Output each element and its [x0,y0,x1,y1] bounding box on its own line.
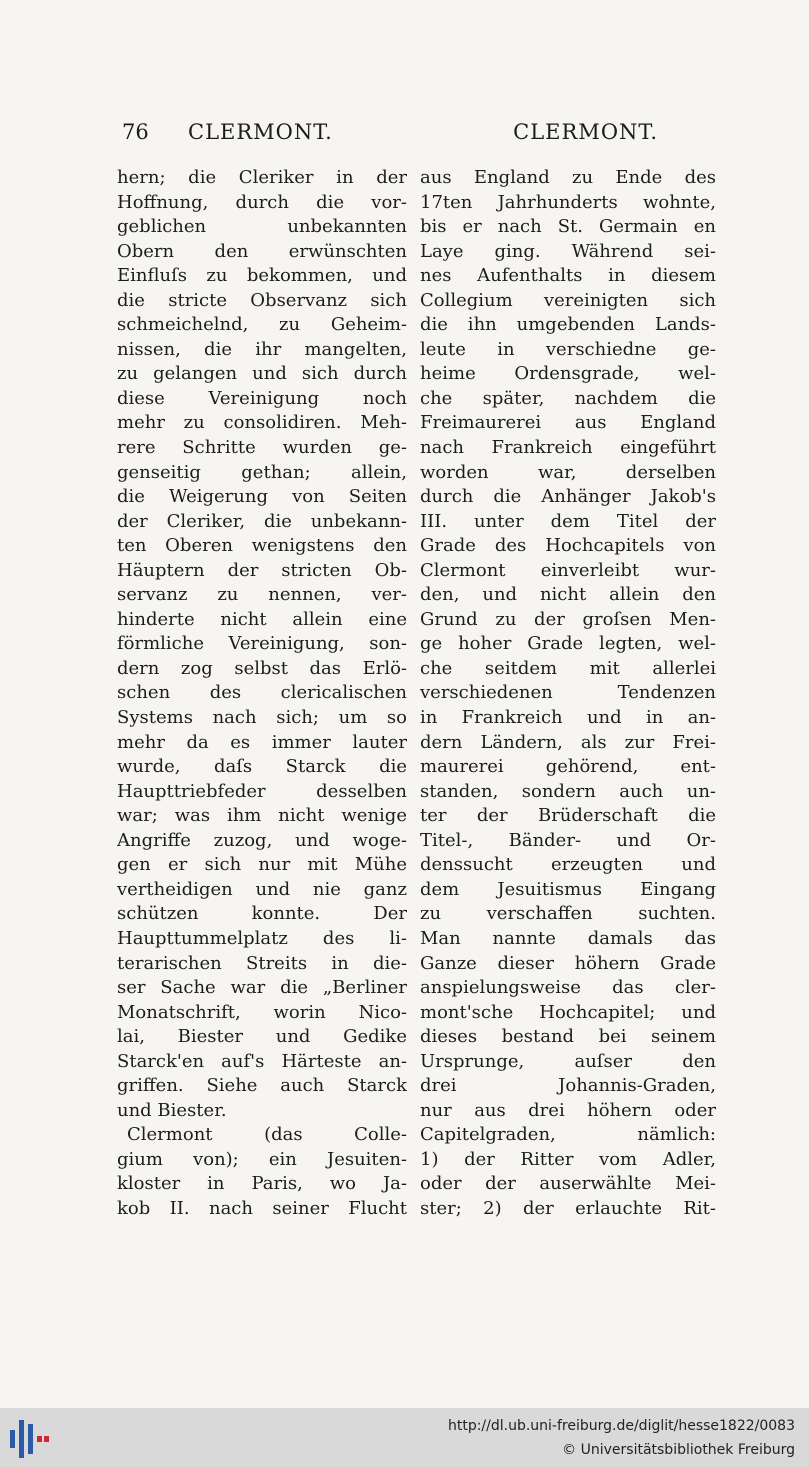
ub-freiburg-logo-icon[interactable] [8,1420,52,1458]
text-line: war; was ihm nicht wenige [117,805,407,827]
text-line: Collegium vereinigten sich [420,289,716,311]
text-line: förmliche Vereinigung, son- [117,633,407,655]
text-line: hinderte nicht allein eine [117,608,407,630]
viewer-footer [0,1408,809,1467]
text-line: Starck'en auf's Härteste an- [117,1050,407,1072]
text-line: maurerei gehörend, ent- [420,756,716,778]
text-line: Grade des Hochcapitels von [420,535,716,557]
left-text-column [117,166,407,1222]
text-line: che später, nachdem die [420,387,716,409]
text-line: ter der Brüderschaft die [420,805,716,827]
text-line: wurde, daſs Starck die [117,756,407,778]
text-line: mont'sche Hochcapitel; und [420,1001,716,1023]
text-line: terarischen Streits in die- [117,952,407,974]
text-line: gium von); ein Jesuiten- [117,1148,407,1170]
text-line: mehr da es immer lauter [117,731,407,753]
text-line: drei Johannis-Graden, [420,1075,716,1097]
text-line: dieses bestand bei seinem [420,1026,716,1048]
text-line: die Weigerung von Seiten [117,486,407,508]
text-line: kloster in Paris, wo Ja- [117,1173,407,1195]
text-line: die stricte Observanz sich [117,289,407,311]
running-header [118,120,658,150]
text-line: durch die Anhänger Jakob's [420,486,716,508]
text-line: dern zog selbst das Erlö- [117,657,407,679]
text-line: dern Ländern, als zur Frei- [420,731,716,753]
text-line: Monatschrift, worin Nico- [117,1001,407,1023]
text-line: heime Ordensgrade, wel- [420,363,716,385]
text-line: und Biester. [117,1099,227,1121]
page-number: 76 [122,120,149,144]
text-line: Haupttummelplatz des li- [117,927,407,949]
text-line: leute in verschiedne ge- [420,338,716,360]
text-line: nach Frankreich eingeführt [420,437,716,459]
text-line: Clermont einverleibt wur- [420,559,716,581]
text-line: schen des clericalischen [117,682,407,704]
text-line: Ursprunge, auſser den [420,1050,716,1072]
text-line: rere Schritte wurden ge- [117,437,407,459]
text-line: worden war, derselben [420,461,716,483]
text-line: anspielungsweise das cler- [420,977,716,999]
text-line: ten Oberen wenigstens den [117,535,407,557]
text-line: Obern den erwünschten [117,240,407,262]
text-line: Man nannte damals das [420,927,716,949]
text-line: kob II. nach seiner Flucht [117,1197,407,1219]
text-line: hern; die Cleriker in der [117,167,407,188]
text-line: Einfluſs zu bekommen, und [117,265,407,287]
text-line: nur aus drei höhern oder [420,1099,716,1121]
text-line: genseitig gethan; allein, [117,461,407,483]
text-line: dem Jesuitismus Eingang [420,878,716,900]
text-line: Häuptern der stricten Ob- [117,559,407,581]
text-line: Grund zu der groſsen Men- [420,608,716,630]
text-line: diese Vereinigung noch [117,387,407,409]
text-line: 17ten Jahrhunderts wohnte, [420,191,716,213]
header-title-right: CLERMONT. [513,120,658,144]
text-line: den, und nicht allein den [420,584,716,606]
text-line: Laye ging. Während sei- [420,240,716,262]
text-line: bis er nach St. Germain en [420,216,716,238]
text-line: zu verschaffen suchten. [420,903,716,925]
right-text-column [420,166,716,1222]
text-line: nissen, die ihr mangelten, [117,338,407,360]
text-line: ge hoher Grade legten, wel- [420,633,716,655]
text-line: aus England zu Ende des [420,167,716,188]
text-line: in Frankreich und in an- [420,707,716,729]
text-line: schützen konnte. Der [117,903,407,925]
text-line: che seitdem mit allerlei [420,657,716,679]
text-line: Haupttriebfeder desselben [117,780,407,802]
text-line: zu gelangen und sich durch [117,363,407,385]
text-line: 1) der Ritter vom Adler, [420,1148,716,1170]
text-line: geblichen unbekannten [117,216,407,238]
text-line: Systems nach sich; um so [117,707,407,729]
text-line: Ganze dieser höhern Grade [420,952,716,974]
text-line: verschiedenen Tendenzen [420,682,716,704]
text-line: vertheidigen und nie ganz [117,878,407,900]
copyright-notice: © Universitätsbibliothek Freiburg [562,1442,795,1458]
text-line: Freimaurerei aus England [420,412,716,434]
text-line: Angriffe zuzog, und woge- [117,829,407,851]
text-line: lai, Biester und Gedike [117,1026,407,1048]
text-line: mehr zu consolidiren. Meh- [117,412,407,434]
text-line: griffen. Siehe auch Starck [117,1075,407,1097]
text-line: der Cleriker, die unbekann- [117,510,407,532]
text-line: die ihn umgebenden Lands- [420,314,716,336]
text-line: servanz zu nennen, ver- [117,584,407,606]
text-line: III. unter dem Titel der [420,510,716,532]
text-line: schmeichelnd, zu Geheim- [117,314,407,336]
text-line: ser Sache war die „Berliner [117,977,407,999]
text-line: gen er sich nur mit Mühe [117,854,407,876]
header-title-left: CLERMONT. [188,120,333,144]
text-line: ster; 2) der erlauchte Rit- [420,1197,716,1219]
text-line: standen, sondern auch un- [420,780,716,802]
text-line: Titel-, Bänder- und Or- [420,829,716,851]
text-line: Clermont (das Colle- [127,1124,407,1146]
text-line: oder der auserwählte Mei- [420,1173,716,1195]
text-line: Capitelgraden, nämlich: [420,1124,716,1146]
text-line: nes Aufenthalts in diesem [420,265,716,287]
text-line: denssucht erzeugten und [420,854,716,876]
page-url-link[interactable]: http://dl.ub.uni-freiburg.de/diglit/hesse1822/0083 [447,1418,795,1434]
text-line: Hoffnung, durch die vor- [117,191,407,213]
